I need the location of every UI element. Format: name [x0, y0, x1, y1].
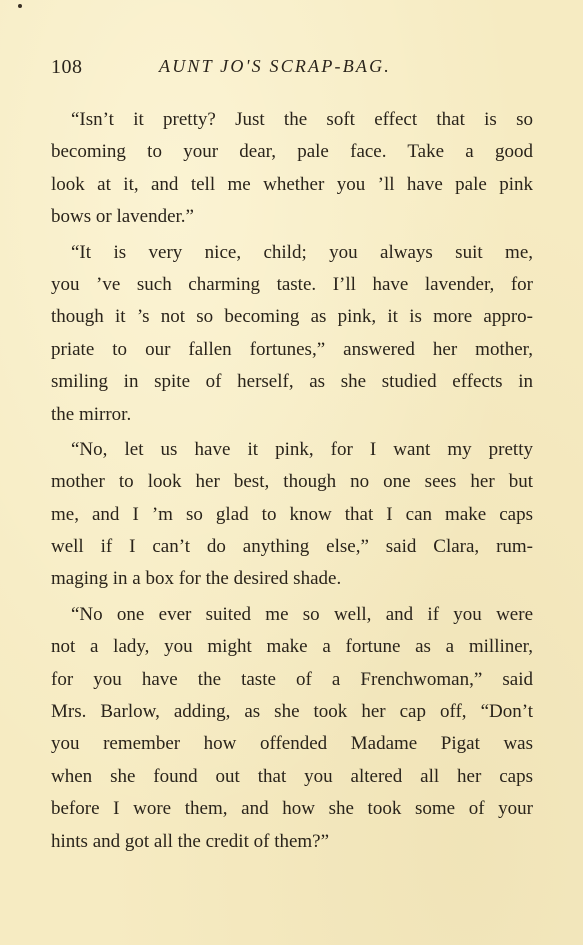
- page-number: 108: [51, 56, 83, 78]
- text-line: you ’ve such charming taste. I’ll have lavender, for: [51, 273, 533, 295]
- text-line: Mrs. Barlow, adding, as she took her cap off, “Don’t: [51, 701, 533, 723]
- text-line: though it ’s not so becoming as pink, it is more appro-: [51, 306, 533, 328]
- text-line: priate to our fallen fortunes,” answered her mother,: [51, 338, 533, 360]
- paragraph: [51, 599, 533, 858]
- text-line: me, and I ’m so glad to know that I can make caps: [51, 503, 533, 525]
- ink-speck: [18, 4, 22, 8]
- text-line: the mirror.: [51, 403, 132, 425]
- paragraph: [51, 434, 533, 596]
- text-line: when she found out that you altered all her caps: [51, 765, 533, 787]
- running-head: AUNT JO'S SCRAP-BAG.: [159, 56, 391, 76]
- text-line: before I wore them, and how she took some of your: [51, 798, 533, 820]
- text-line: for you have the taste of a Frenchwoman,” said: [51, 668, 533, 690]
- text-line: “No, let us have it pink, for I want my pretty: [71, 438, 533, 460]
- text-line: “No one ever suited me so well, and if you were: [71, 603, 533, 625]
- page-header: [51, 56, 533, 82]
- text-line: not a lady, you might make a fortune as a milliner,: [51, 636, 533, 658]
- text-line: you remember how offended Madame Pigat was: [51, 733, 533, 755]
- text-line: smiling in spite of herself, as she studied effects in: [51, 371, 533, 393]
- paragraph: [51, 104, 533, 234]
- text-line: becoming to your dear, pale face. Take a good: [51, 141, 533, 163]
- text-line: “It is very nice, child; you always suit me,: [71, 241, 533, 263]
- text-line: “Isn’t it pretty? Just the soft effect that is so: [71, 109, 533, 130]
- text-line: look at it, and tell me whether you ’ll have pale pink: [51, 173, 533, 195]
- text-line: well if I can’t do anything else,” said Clara, rum-: [51, 536, 533, 558]
- paragraph: [51, 237, 533, 431]
- text-line: maging in a box for the desired shade.: [51, 568, 342, 590]
- text-line: hints and got all the credit of them?”: [51, 830, 330, 852]
- text-line: mother to look her best, though no one sees her but: [51, 471, 533, 493]
- text-line: bows or lavender.”: [51, 206, 194, 228]
- body-text: [51, 104, 533, 858]
